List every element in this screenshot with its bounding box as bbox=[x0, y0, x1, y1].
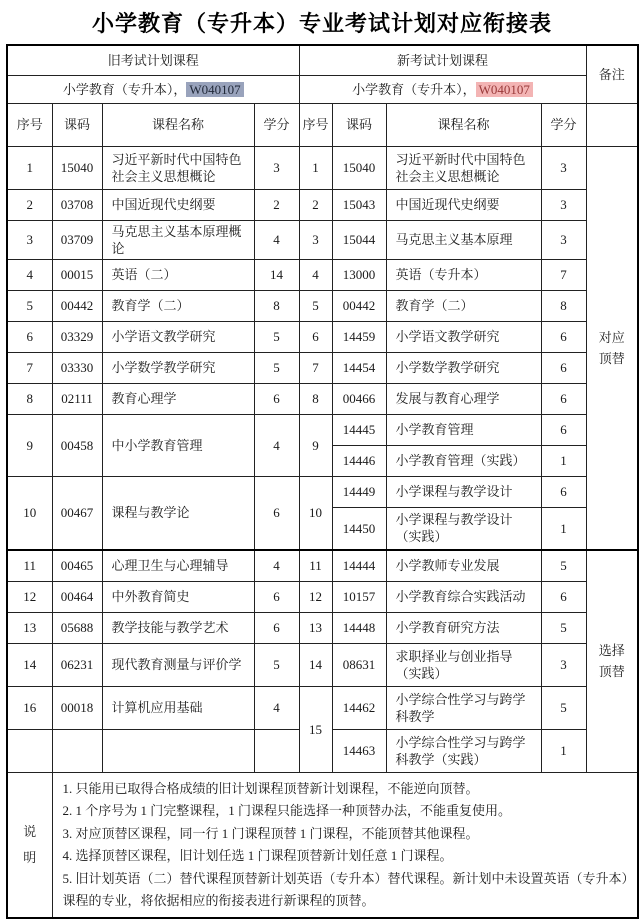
new-seq-cell: 2 bbox=[299, 189, 332, 220]
new-credit-cell: 5 bbox=[541, 686, 586, 729]
note-item: 4. 选择顶替区课程，旧计划任选 1 门课程顶替新计划任意 1 门课程。 bbox=[62, 848, 453, 863]
new-code-cell: 14454 bbox=[332, 352, 386, 383]
old-name-cell: 教育学（二） bbox=[102, 290, 254, 321]
new-code-cell: 14463 bbox=[332, 729, 386, 772]
table-row bbox=[7, 550, 638, 581]
table-row bbox=[7, 189, 638, 220]
old-seq-cell: 14 bbox=[7, 643, 52, 686]
remark-header bbox=[586, 45, 638, 103]
table-row bbox=[7, 476, 638, 507]
new-name-col-header: 课程名称 bbox=[386, 103, 541, 146]
old-name-cell: 中国近现代史纲要 bbox=[102, 189, 254, 220]
new-seq-cell: 8 bbox=[299, 383, 332, 414]
old-seq-cell: 10 bbox=[7, 476, 52, 550]
old-credit-cell: 3 bbox=[254, 146, 299, 189]
old-code-col-header: 课码 bbox=[52, 103, 102, 146]
old-credit-cell: 6 bbox=[254, 476, 299, 550]
table-row bbox=[7, 220, 638, 259]
new-credit-cell: 3 bbox=[541, 220, 586, 259]
new-code-cell: 15044 bbox=[332, 220, 386, 259]
old-credit-cell: 4 bbox=[254, 686, 299, 729]
table-row bbox=[7, 321, 638, 352]
new-code-cell: 14449 bbox=[332, 476, 386, 507]
old-name-cell: 小学语文教学研究 bbox=[102, 321, 254, 352]
old-seq-cell: 7 bbox=[7, 352, 52, 383]
new-credit-cell: 3 bbox=[541, 643, 586, 686]
old-seq-cell: 16 bbox=[7, 686, 52, 729]
notes-body-cell bbox=[52, 772, 638, 918]
new-credit-cell: 8 bbox=[541, 290, 586, 321]
old-seq-cell: 5 bbox=[7, 290, 52, 321]
new-name-cell: 小学课程与教学设计（实践） bbox=[386, 507, 541, 550]
new-credit-cell: 6 bbox=[541, 352, 586, 383]
new-credit-cell: 6 bbox=[541, 414, 586, 445]
old-major-code-badge: W040107 bbox=[186, 82, 243, 97]
new-credit-col-header: 学分 bbox=[541, 103, 586, 146]
new-seq-col-header: 序号 bbox=[299, 103, 332, 146]
old-code-cell: 06231 bbox=[52, 643, 102, 686]
new-credit-cell: 5 bbox=[541, 550, 586, 581]
new-credit-cell: 6 bbox=[541, 581, 586, 612]
old-credit-cell: 5 bbox=[254, 321, 299, 352]
old-code-cell: 05688 bbox=[52, 612, 102, 643]
new-code-cell: 14445 bbox=[332, 414, 386, 445]
old-seq-cell: 1 bbox=[7, 146, 52, 189]
new-seq-cell: 10 bbox=[299, 476, 332, 550]
table-row bbox=[7, 290, 638, 321]
table-row bbox=[7, 259, 638, 290]
new-name-cell: 教育学（二） bbox=[386, 290, 541, 321]
old-major-label: 小学教育（专升本）， bbox=[62, 81, 187, 97]
new-credit-cell: 3 bbox=[541, 146, 586, 189]
notes-label-cell bbox=[7, 772, 52, 918]
new-name-cell: 英语（专升本） bbox=[386, 259, 541, 290]
new-name-cell: 小学教育管理（实践） bbox=[386, 445, 541, 476]
new-name-cell: 习近平新时代中国特色社会主义思想概论 bbox=[386, 146, 541, 189]
new-code-cell: 14446 bbox=[332, 445, 386, 476]
old-seq-cell: 9 bbox=[7, 414, 52, 476]
new-name-cell: 小学教育研究方法 bbox=[386, 612, 541, 643]
old-credit-cell: 2 bbox=[254, 189, 299, 220]
new-credit-cell: 3 bbox=[541, 189, 586, 220]
new-name-cell: 小学教育管理 bbox=[386, 414, 541, 445]
new-name-cell: 小学课程与教学设计 bbox=[386, 476, 541, 507]
new-name-cell: 中国近现代史纲要 bbox=[386, 189, 541, 220]
empty-cell bbox=[52, 729, 102, 772]
note-item: 3. 对应顶替区课程，同一行 1 门课程顶替 1 门课程，不能顶替其他课程。 bbox=[62, 825, 479, 841]
page-title: 小学教育（专升本）专业考试计划对应衔接表 bbox=[91, 11, 552, 36]
old-code-cell: 00442 bbox=[52, 290, 102, 321]
old-seq-cell: 4 bbox=[7, 259, 52, 290]
old-code-cell: 00464 bbox=[52, 581, 102, 612]
new-name-cell: 小学数学教学研究 bbox=[386, 352, 541, 383]
new-credit-cell: 1 bbox=[541, 729, 586, 772]
note-item: 2. 1 个序号为 1 门完整课程，1 门课程只能选择一种顶替办法，不能重复使用。 bbox=[62, 803, 512, 818]
new-major-cell bbox=[299, 75, 586, 103]
new-major-label: 小学教育（专升本）， bbox=[352, 81, 476, 97]
old-code-cell: 03329 bbox=[52, 321, 102, 352]
remark-correspond-cell bbox=[586, 146, 638, 550]
old-name-cell: 习近平新时代中国特色社会主义思想概论 bbox=[102, 146, 254, 189]
old-seq-col-header: 序号 bbox=[7, 103, 52, 146]
old-name-cell: 中小学教育管理 bbox=[102, 414, 254, 476]
old-code-cell: 00458 bbox=[52, 414, 102, 476]
old-credit-cell: 14 bbox=[254, 259, 299, 290]
old-code-cell: 03709 bbox=[52, 220, 102, 259]
table-row bbox=[7, 643, 638, 686]
note-item: 1. 只能用已取得合格成绩的旧计划课程顶替新计划课程，不能逆向顶替。 bbox=[62, 780, 479, 796]
empty-cell bbox=[586, 103, 638, 146]
new-code-cell: 14444 bbox=[332, 550, 386, 581]
new-seq-cell: 12 bbox=[299, 581, 332, 612]
notes-label: 说明 bbox=[23, 823, 37, 865]
table-row bbox=[7, 146, 638, 189]
old-plan-header: 旧考试计划课程 bbox=[7, 45, 299, 75]
old-code-cell: 03330 bbox=[52, 352, 102, 383]
header-row-majors bbox=[7, 75, 638, 103]
new-code-cell: 08631 bbox=[332, 643, 386, 686]
notes-row bbox=[7, 772, 638, 918]
new-code-cell: 15043 bbox=[332, 189, 386, 220]
new-code-cell: 00442 bbox=[332, 290, 386, 321]
new-seq-cell: 1 bbox=[299, 146, 332, 189]
old-credit-cell: 4 bbox=[254, 550, 299, 581]
remark-choose-label: 选择顶替 bbox=[598, 643, 625, 680]
table-row bbox=[7, 686, 638, 729]
new-credit-cell: 1 bbox=[541, 445, 586, 476]
new-name-cell: 小学语文教学研究 bbox=[386, 321, 541, 352]
old-credit-cell: 5 bbox=[254, 352, 299, 383]
new-name-cell: 小学教师专业发展 bbox=[386, 550, 541, 581]
table-row bbox=[7, 383, 638, 414]
old-seq-cell: 12 bbox=[7, 581, 52, 612]
old-seq-cell: 6 bbox=[7, 321, 52, 352]
old-name-cell: 计算机应用基础 bbox=[102, 686, 254, 729]
old-credit-cell: 5 bbox=[254, 643, 299, 686]
old-name-cell: 课程与教学论 bbox=[102, 476, 254, 550]
new-code-col-header: 课码 bbox=[332, 103, 386, 146]
new-name-cell: 发展与教育心理学 bbox=[386, 383, 541, 414]
old-name-cell: 教学技能与教学艺术 bbox=[102, 612, 254, 643]
old-name-cell: 英语（二） bbox=[102, 259, 254, 290]
new-seq-cell: 9 bbox=[299, 414, 332, 476]
old-name-col-header: 课程名称 bbox=[102, 103, 254, 146]
correspondence-table bbox=[6, 44, 639, 919]
new-name-cell: 小学综合性学习与跨学科教学 bbox=[386, 686, 541, 729]
new-name-cell: 小学综合性学习与跨学科教学（实践） bbox=[386, 729, 541, 772]
new-name-cell: 求职择业与创业指导（实践） bbox=[386, 643, 541, 686]
old-code-cell: 02111 bbox=[52, 383, 102, 414]
old-seq-cell: 13 bbox=[7, 612, 52, 643]
old-credit-col-header: 学分 bbox=[254, 103, 299, 146]
note-item: 5. 旧计划英语（二）替代课程顶替新计划英语（专升本）替代课程。新计划中未设置英语（专升本）课程的专业，将依据相应的衔接表进行新课程的顶替。 bbox=[62, 870, 629, 908]
old-credit-cell: 6 bbox=[254, 612, 299, 643]
table-row bbox=[7, 581, 638, 612]
new-seq-cell: 14 bbox=[299, 643, 332, 686]
new-seq-cell: 5 bbox=[299, 290, 332, 321]
old-code-cell: 00465 bbox=[52, 550, 102, 581]
old-seq-cell: 8 bbox=[7, 383, 52, 414]
header-row-columns bbox=[7, 103, 638, 146]
empty-cell bbox=[7, 729, 52, 772]
old-major-cell bbox=[7, 75, 299, 103]
new-code-cell: 13000 bbox=[332, 259, 386, 290]
old-code-cell: 00015 bbox=[52, 259, 102, 290]
old-name-cell: 中外教育简史 bbox=[102, 581, 254, 612]
new-credit-cell: 1 bbox=[541, 507, 586, 550]
new-code-cell: 00466 bbox=[332, 383, 386, 414]
new-code-cell: 14459 bbox=[332, 321, 386, 352]
old-name-cell: 马克思主义基本原理概论 bbox=[102, 220, 254, 259]
new-code-cell: 14448 bbox=[332, 612, 386, 643]
old-code-cell: 15040 bbox=[52, 146, 102, 189]
old-code-cell: 03708 bbox=[52, 189, 102, 220]
new-code-cell: 10157 bbox=[332, 581, 386, 612]
old-code-cell: 00018 bbox=[52, 686, 102, 729]
old-seq-cell: 3 bbox=[7, 220, 52, 259]
new-name-cell: 马克思主义基本原理 bbox=[386, 220, 541, 259]
table-row bbox=[7, 352, 638, 383]
empty-cell bbox=[254, 729, 299, 772]
new-name-cell: 小学教育综合实践活动 bbox=[386, 581, 541, 612]
new-seq-cell: 6 bbox=[299, 321, 332, 352]
old-name-cell: 心理卫生与心理辅导 bbox=[102, 550, 254, 581]
table-row bbox=[7, 414, 638, 445]
new-seq-cell: 11 bbox=[299, 550, 332, 581]
new-credit-cell: 5 bbox=[541, 612, 586, 643]
new-credit-cell: 6 bbox=[541, 476, 586, 507]
new-seq-cell: 7 bbox=[299, 352, 332, 383]
remark-choose-cell bbox=[586, 550, 638, 772]
new-credit-cell: 6 bbox=[541, 383, 586, 414]
new-seq-cell: 4 bbox=[299, 259, 332, 290]
new-credit-cell: 7 bbox=[541, 259, 586, 290]
new-plan-header: 新考试计划课程 bbox=[299, 45, 586, 75]
remark-correspond-label: 对应顶替 bbox=[598, 329, 625, 366]
remark-header-label: 备注 bbox=[598, 66, 625, 82]
old-name-cell: 小学数学教学研究 bbox=[102, 352, 254, 383]
header-row-plans bbox=[7, 45, 638, 75]
new-seq-cell: 13 bbox=[299, 612, 332, 643]
empty-cell bbox=[102, 729, 254, 772]
old-name-cell: 现代教育测量与评价学 bbox=[102, 643, 254, 686]
new-code-cell: 14450 bbox=[332, 507, 386, 550]
old-name-cell: 教育心理学 bbox=[102, 383, 254, 414]
old-seq-cell: 11 bbox=[7, 550, 52, 581]
table-row bbox=[7, 612, 638, 643]
new-major-code-badge: W040107 bbox=[476, 82, 533, 97]
new-seq-cell: 15 bbox=[299, 686, 332, 772]
old-code-cell: 00467 bbox=[52, 476, 102, 550]
new-seq-cell: 3 bbox=[299, 220, 332, 259]
old-credit-cell: 8 bbox=[254, 290, 299, 321]
new-code-cell: 15040 bbox=[332, 146, 386, 189]
new-credit-cell: 6 bbox=[541, 321, 586, 352]
old-credit-cell: 6 bbox=[254, 581, 299, 612]
old-credit-cell: 4 bbox=[254, 414, 299, 476]
old-credit-cell: 6 bbox=[254, 383, 299, 414]
old-credit-cell: 4 bbox=[254, 220, 299, 259]
new-code-cell: 14462 bbox=[332, 686, 386, 729]
old-seq-cell: 2 bbox=[7, 189, 52, 220]
